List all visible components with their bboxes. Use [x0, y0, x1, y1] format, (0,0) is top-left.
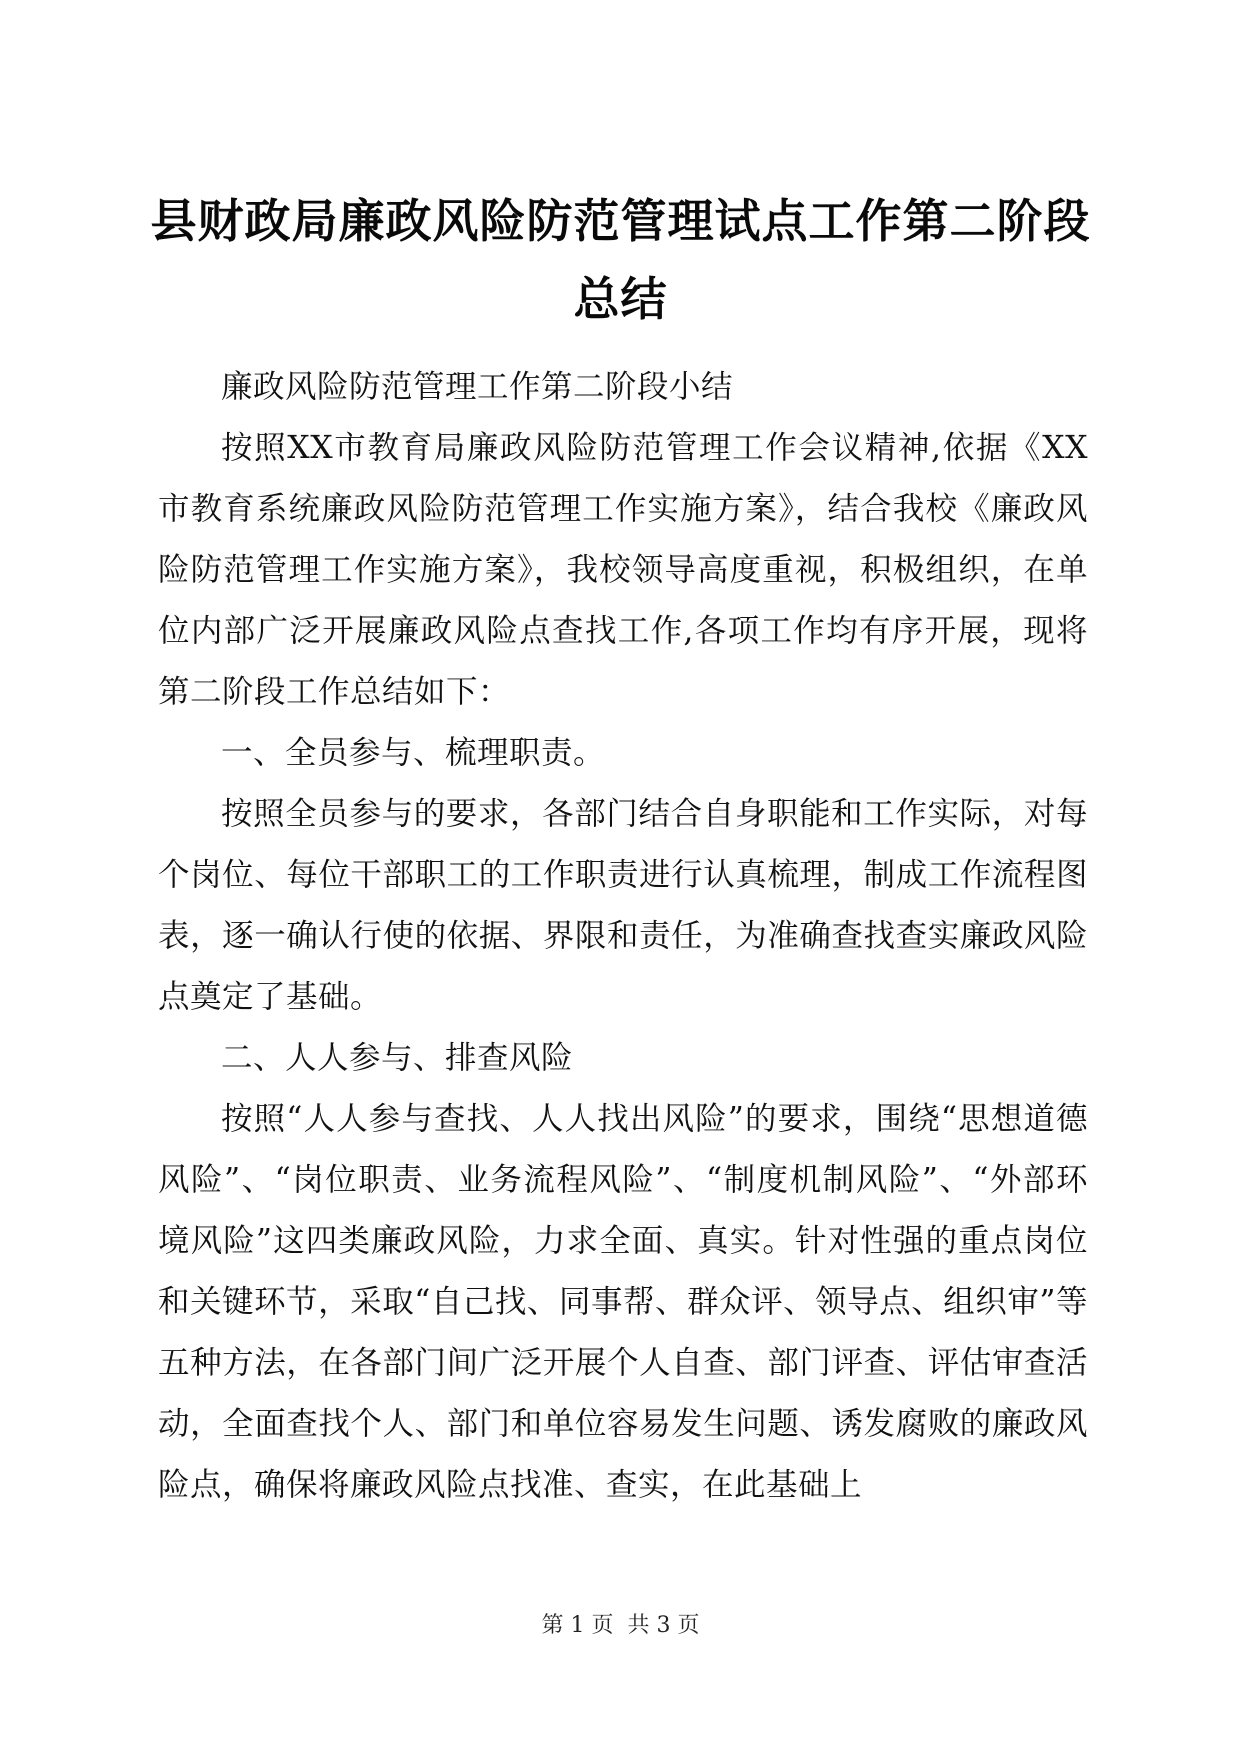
section-heading-2: 二、人人参与、排查风险	[221, 1040, 574, 1076]
section-2-paragraph: 按照“人人参与查找、人人找出风险”的要求，围绕“思想道德风险”、“岗位职责、业务流程风险”、“制度机制风险”、“外部环境风险”这四类廉政风险，力求全面、真实。针对性强的重点岗位和关键环节，采取“自己找、同事帮、群众评、领导点、组织审”等五种方法，在各部门间广泛开展个人自查、部门评查、评估审查活动，全面查找个人、部门和单位容易发生问题、诱发腐败的廉政风险点，确保将廉政风险点找准、查实，在此基础上	[158, 1101, 1088, 1503]
section-heading-1: 一、全员参与、梳理职责。	[221, 735, 606, 771]
intro-paragraph: 按照XX市教育局廉政风险防范管理工作会议精神,依据《XX市教育系统廉政风险防范管理工作实施方案》，结合我校《廉政风险防范管理工作实施方案》，我校领导高度重视，积极组织，在单位内部广泛开展廉政风险点查找工作,各项工作均有序开展，现将第二阶段工作总结如下：	[158, 430, 1088, 710]
title-line-1: 县财政局廉政风险防范管理试点工作第二阶段	[150, 194, 1091, 248]
document-body	[158, 357, 1088, 1516]
section-1-paragraph: 按照全员参与的要求，各部门结合自身职能和工作实际，对每个岗位、每位干部职工的工作职责进行认真梳理，制成工作流程图表，逐一确认行使的依据、界限和责任，为准确查找查实廉政风险点奠定了基础。	[158, 796, 1088, 1015]
document-title	[150, 182, 1091, 338]
subtitle-paragraph: 廉政风险防范管理工作第二阶段小结	[221, 369, 734, 405]
page-footer: 第 1 页 共 3 页	[541, 1613, 700, 1638]
title-line-2: 总结	[573, 272, 668, 326]
